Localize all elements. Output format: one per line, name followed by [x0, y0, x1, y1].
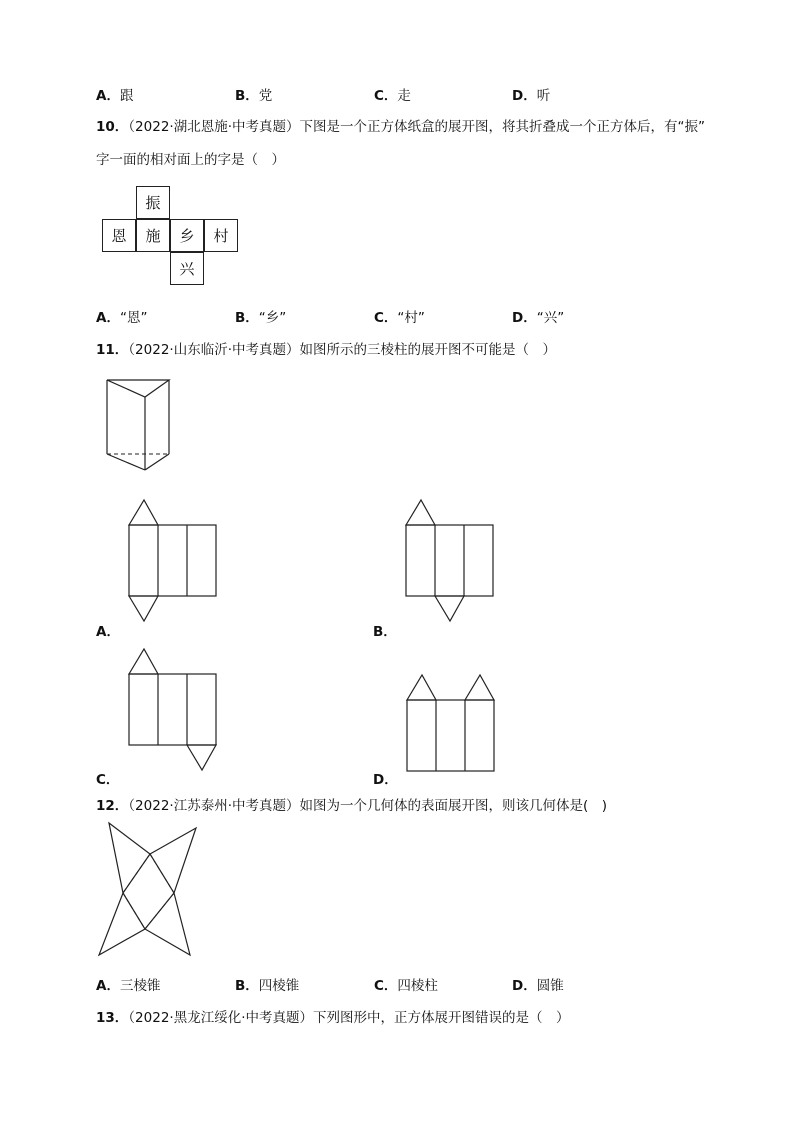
q11-label-c: C．	[96, 772, 120, 788]
q12-stem: 12．（2022·江苏泰州·中考真题）如图为一个几何体的表面展开图，则该几何体是( )	[96, 798, 608, 814]
q10-stem-line2: 字一面的相对面上的字是（ ）	[96, 152, 285, 168]
net-cell-bottom: 兴	[170, 252, 204, 285]
net-cell-row-1: 恩	[102, 219, 136, 252]
net-cell-row-2: 施	[136, 219, 170, 252]
net-option-b	[406, 500, 493, 621]
net-cell-top: 振	[136, 186, 170, 219]
q9-option-c: C．走	[374, 88, 411, 104]
q9-option-b: B．党	[235, 88, 273, 104]
q11-label-a: A．	[96, 624, 120, 640]
q10-option-a: A．“恩”	[96, 310, 148, 326]
net-option-c	[129, 649, 216, 770]
q10-option-c: C．“村”	[374, 310, 425, 326]
q10-option-b: B．“乡”	[235, 310, 287, 326]
q9-option-a: A．跟	[96, 88, 134, 104]
q12-net-figure	[99, 823, 196, 955]
q12-option-d: D．圆锥	[512, 978, 564, 994]
net-option-a	[129, 500, 216, 621]
q12-option-a: A．三棱锥	[96, 978, 161, 994]
q11-label-d: D．	[373, 772, 398, 788]
q10-stem-line1: 10．（2022·湖北恩施·中考真题）下图是一个正方体纸盒的展开图，将其折叠成一个正方体后，有“振”	[96, 119, 705, 135]
net-cell-row-4: 村	[204, 219, 238, 252]
q11-label-b: B．	[373, 624, 397, 640]
triangular-prism-figure	[107, 380, 169, 470]
net-cell-row-3: 乡	[170, 219, 204, 252]
net-option-d	[407, 675, 494, 771]
q11-stem: 11．（2022·山东临沂·中考真题）如图所示的三棱柱的展开图不可能是（ ）	[96, 342, 556, 358]
q10-option-d: D．“兴”	[512, 310, 565, 326]
q9-option-d: D．听	[512, 88, 551, 104]
q12-option-b: B．四棱锥	[235, 978, 300, 994]
q12-option-c: C．四棱柱	[374, 978, 438, 994]
q13-stem: 13．（2022·黑龙江绥化·中考真题）下列图形中，正方体展开图错误的是（ ）	[96, 1010, 570, 1026]
